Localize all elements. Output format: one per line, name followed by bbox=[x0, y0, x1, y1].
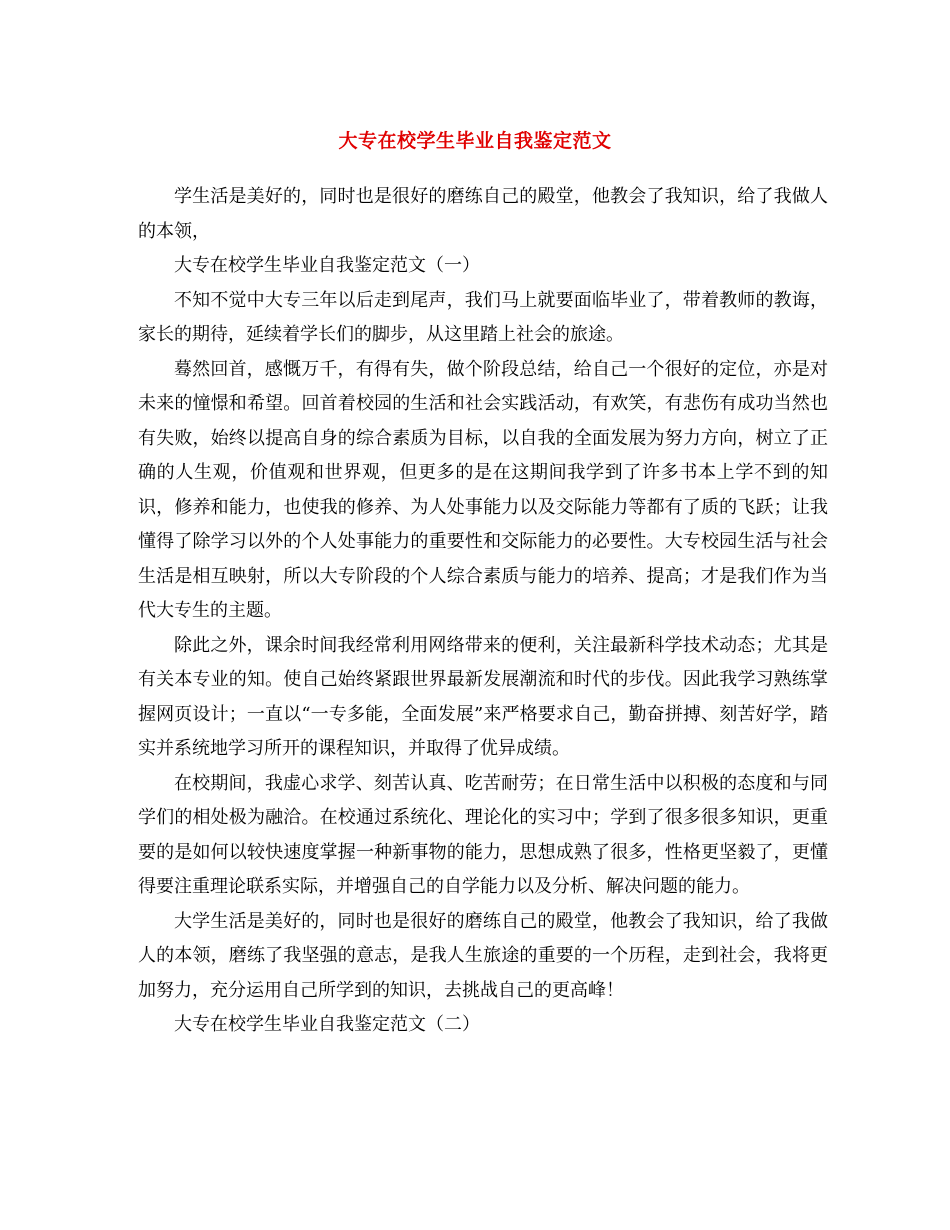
document-body bbox=[138, 180, 828, 1043]
section-heading-two: 大专在校学生毕业自我鉴定范文（二） bbox=[174, 1014, 480, 1035]
section-heading-one: 大专在校学生毕业自我鉴定范文（一） bbox=[174, 255, 480, 276]
body-paragraph: 蓦然回首，感慨万千，有得有失，做个阶段总结，给自己一个很好的定位，亦是对未来的憧憬和希望。回首着校园的生活和社会实践活动，有欢笑，有悲伤有成功当然也有失败，始终以提高自身的综合素质为目标，以自我的全面发展为努力方向，树立了正确的人生观，价值观和世界观，但更多的是在这期间我学到了许多书本上学不到的知识，修养和能力，也使我的修养、为人处事能力以及交际能力等都有了质的飞跃；让我懂得了除学习以外的个人处事能力的重要性和交际能力的必要性。大专校园生活与社会生活是相互映射，所以大专阶段的个人综合素质与能力的培养、提高；才是我们作为当代大专生的主题。 bbox=[138, 358, 828, 621]
document-title: 大专在校学生毕业自我鉴定范文 bbox=[338, 130, 612, 152]
body-paragraph: 不知不觉中大专三年以后走到尾声，我们马上就要面临毕业了，带着教师的教诲，家长的期待，延续着学长们的脚步，从这里踏上社会的旅途。 bbox=[138, 289, 828, 345]
body-paragraph: 在校期间，我虚心求学、刻苦认真、吃苦耐劳；在日常生活中以积极的态度和与同学们的相处极为融洽。在校通过系统化、理论化的实习中；学到了很多很多知识，更重要的是如何以较快速度掌握一种新事物的能力，思想成熟了很多，性格更坚毅了，更懂得要注重理论联系实际，并增强自己的自学能力以及分析、解决问题的能力。 bbox=[138, 772, 828, 897]
body-paragraph: 除此之外，课余时间我经常利用网络带来的便利，关注最新科学技术动态；尤其是有关本专业的知。使自己始终紧跟世界最新发展潮流和时代的步伐。因此我学习熟练掌握网页设计；一直以“一专多能，全面发展”来严格要求自己，勤奋拼搏、刻苦好学，踏实并系统地学习所开的课程知识，并取得了优异成绩。 bbox=[138, 634, 828, 759]
body-paragraph: 大学生活是美好的，同时也是很好的磨练自己的殿堂，他教会了我知识，给了我做人的本领，磨练了我坚强的意志，是我人生旅途的重要的一个历程，走到社会，我将更加努力，充分运用自己所学到的知识，去挑战自己的更高峰！ bbox=[138, 910, 828, 1001]
intro-paragraph: 学生活是美好的，同时也是很好的磨练自己的殿堂，他教会了我知识，给了我做人的本领， bbox=[138, 186, 828, 242]
